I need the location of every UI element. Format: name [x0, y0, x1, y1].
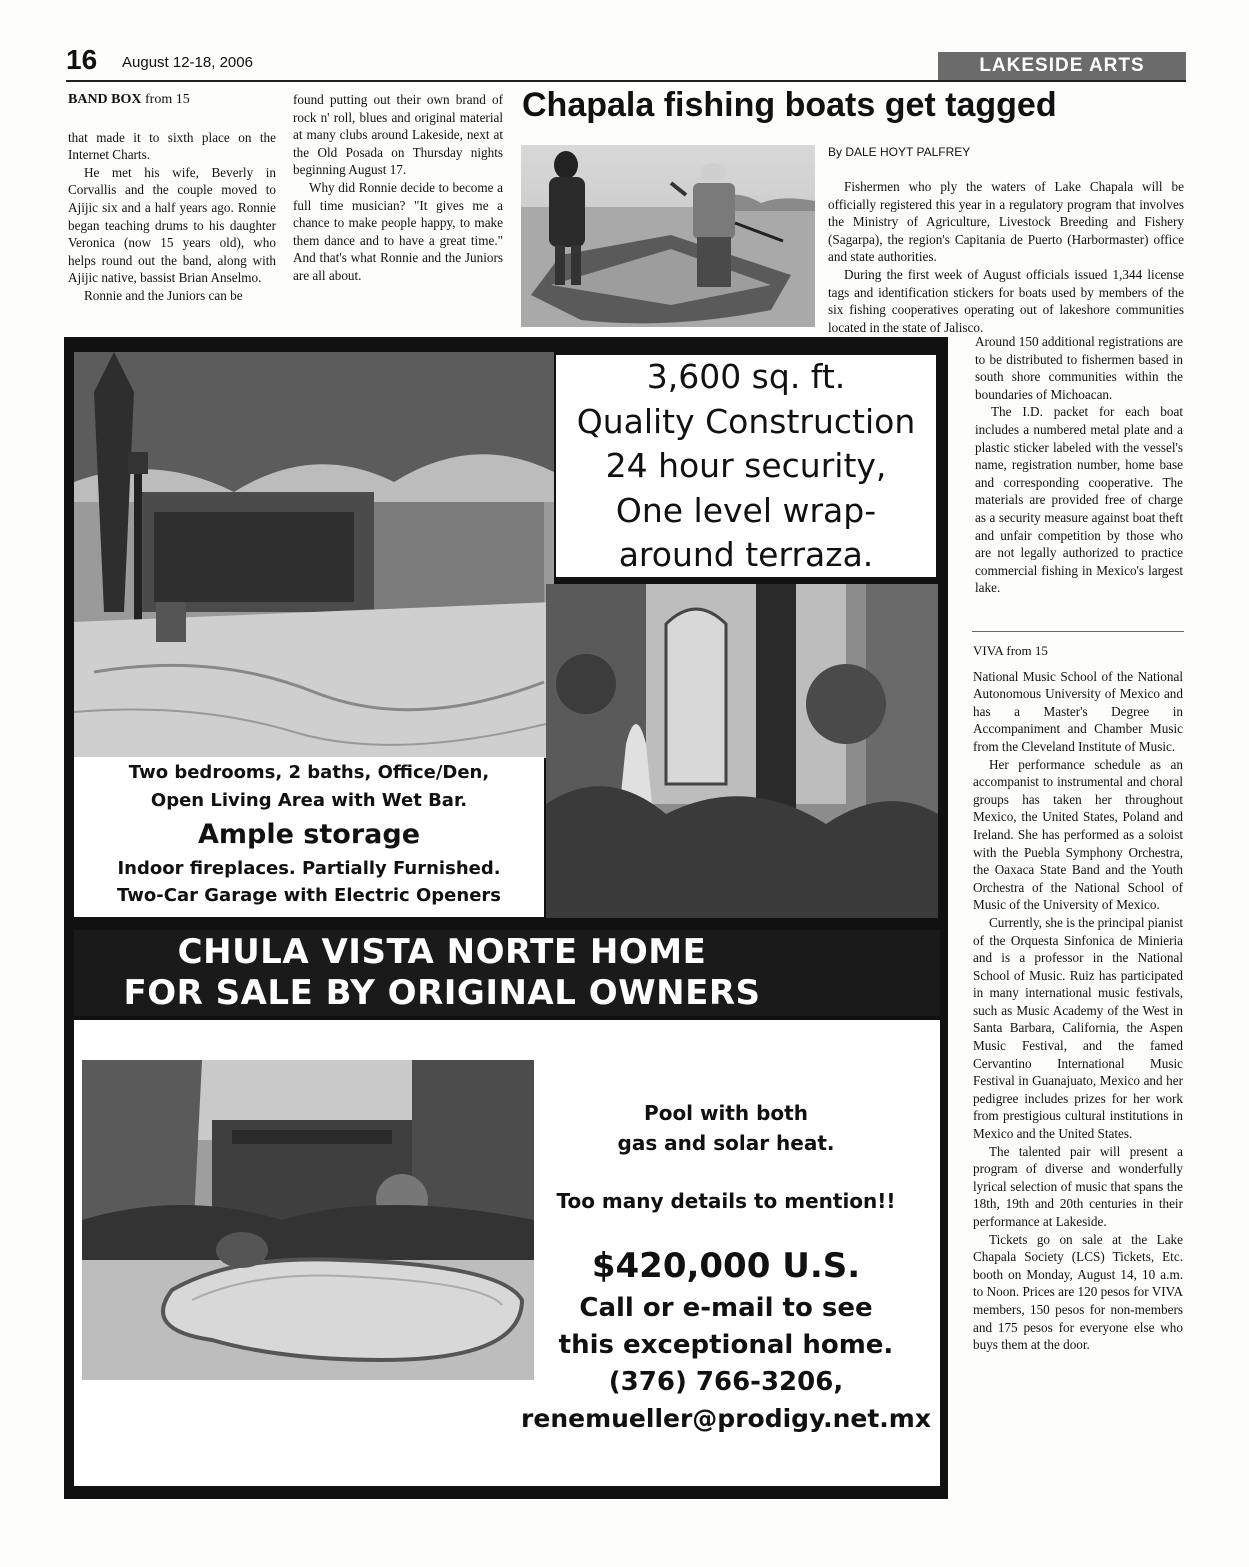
ad-details-line: Two bedrooms, 2 baths, Office/Den,	[128, 762, 490, 783]
article-paragraph: The I.D. packet for each boat includes a numbered metal plate and a plastic sticker labeled with the vessel's name, registration number, home base and corresponding cooperative. The materials are provided free of charge as a security measure against boat theft and unfair competition by those who are not legally authorized to practice commercial fishing in Mexico's largest lake.	[975, 404, 1183, 596]
band-box-paragraph: He met his wife, Beverly in Corvallis and the couple moved to Ajijic six and a half years ago. Ronnie began teaching drums to his daughter Veronica (now 15 years old), who helps round out the band, along with Ajijic native, bassist Brian Anselmo.	[68, 164, 276, 286]
courtyard-photo	[74, 352, 554, 758]
band-box-column-2	[293, 91, 503, 285]
ad-banner-line: CHULA VISTA NORTE HOME	[177, 932, 707, 972]
ad-email: renemueller@prodigy.net.mx	[521, 1404, 931, 1433]
band-box-paragraph: Ronnie and the Juniors can be	[84, 287, 243, 303]
ad-price: $420,000 U.S.	[591, 1246, 861, 1286]
viva-jump-title: VIVA	[973, 643, 1004, 658]
ad-pool-line: gas and solar heat.	[617, 1131, 835, 1155]
ad-contact	[536, 1290, 916, 1401]
article-paragraph: Fishermen who ply the waters of Lake Chapala will be officially registered this year in a regulatory program that involves the Ministry of Agriculture, Livestock Breeding and Fishery (Sagarpa), the region's Capitania de Puerto (Harbormaster) office and state authorities.	[828, 179, 1184, 265]
band-box-jump-from: from 15	[145, 92, 190, 107]
viva-paragraph: Tickets go on sale at the Lake Chapala Society (LCS) Tickets, Etc. booth on Monday, August 14, 10 a.m. to Noon. Prices are 120 pesos for VIVA members, 150 pesos for non-members and 175 pesos for everyone else who buys them at the door.	[973, 1231, 1183, 1353]
article-paragraph: During the first week of August officials issued 1,344 license tags and identification stickers for boats used by members of the six fishing cooperatives operating out of lakeshore communities located in the state of Jalisco.	[828, 266, 1184, 335]
article-headline: Chapala fishing boats get tagged	[522, 86, 1057, 124]
ad-details-line: Two-Car Garage with Electric Openers	[117, 885, 501, 906]
article-body-continued	[975, 333, 1183, 597]
ad-headline-line: 3,600 sq. ft.	[646, 357, 846, 396]
ad-details-line: Open Living Area with Wet Bar.	[150, 790, 468, 811]
spacer	[536, 1158, 916, 1186]
article-byline: By DALE HOYT PALFREY	[828, 145, 971, 159]
garden-heron-photo	[546, 584, 938, 918]
ad-banner	[74, 930, 940, 1016]
ad-details	[74, 757, 544, 917]
section-tag: LAKESIDE ARTS	[938, 52, 1186, 80]
ad-headline	[556, 355, 936, 577]
ad-headline-line: One level wrap-	[615, 490, 877, 530]
issue-date: August 12-18, 2006	[122, 54, 253, 71]
band-box-paragraph: Why did Ronnie decide to become a full time musician? "It gives me a chance to make people happy, to make them dance and to have a great time." And that's what Ronnie and the Juniors are all about.	[293, 179, 503, 283]
viva-jump-from: from 15	[1006, 643, 1048, 658]
band-box-paragraph: that made it to sixth place on the Internet Charts.	[68, 129, 276, 163]
viva-paragraph: Currently, she is the principal pianist of the Orquesta Sinfonica de Minieria and is a professor in the National School of Music. Ruiz has participated in many international music festivals, such as Music Academy of the West in Santa Barbara, California, the Aspen Music Festival, and the famed Cervantino International Music Festival in Guanajuato, Mexico and her pedigree includes prizes for her work from prestigious cultural institutions in Mexico and the United States.	[973, 914, 1183, 1142]
article-body	[828, 178, 1184, 336]
ad-headline-line: 24 hour security,	[605, 446, 887, 485]
viva-paragraph: Her performance schedule as an accompanist to instrumental and choral groups has taken her throughout Mexico, the United States, Poland and Ireland. She has performed as a soloist with the Puebla Symphony Orchestra, the Oaxaca State Band and the Youth Orchestra of the National School of Music of the University of Mexico.	[973, 756, 1183, 913]
ad-headline-line: around terraza.	[618, 535, 874, 574]
page-number: 16	[66, 44, 98, 75]
ad-contact-line: Call or e-mail to see	[579, 1293, 873, 1323]
ad-pool-text	[521, 1098, 931, 1437]
band-box-jump	[68, 91, 276, 109]
article-paragraph: Around 150 additional registrations are to be distributed to fishermen based in south shore communities within the boundaries of Michoacan.	[975, 334, 1183, 402]
band-box-column-1	[68, 91, 276, 305]
pool-photo	[82, 1060, 534, 1380]
ad-contact-line: this exceptional home.	[558, 1330, 894, 1360]
band-box-jump-title: BAND BOX	[68, 92, 142, 107]
ad-more-details: Too many details to mention!!	[556, 1189, 896, 1213]
fishermen-boat-photo	[521, 145, 815, 327]
ad-details-line: Indoor fireplaces. Partially Furnished.	[117, 858, 501, 879]
viva-column	[973, 642, 1183, 1354]
ad-banner-line: FOR SALE BY ORIGINAL OWNERS	[123, 973, 761, 1013]
viva-jump	[973, 642, 1183, 660]
ad-details-highlight: Ample storage	[197, 819, 421, 850]
band-box-paragraph: found putting out their own brand of rock n' roll, blues and original material at many clubs around Lakeside, next at the Old Posada on Thursday nights beginning August 17.	[293, 92, 503, 178]
ad-headline-line: Quality Construction	[576, 401, 916, 441]
column-divider	[972, 631, 1184, 632]
header-rule	[66, 80, 1186, 82]
viva-paragraph: The talented pair will present a program of diverse and wonderfully lyrical selection of music that spans the 18th, 19th and 20th centuries in their performance at Lakeside.	[973, 1143, 1183, 1229]
viva-paragraph: National Music School of the National Autonomous University of Mexico and has a Master's Degree in Accompaniment and Chamber Music from the Cleveland Institute of Music.	[973, 668, 1183, 754]
ad-phone: (376) 766-3206,	[608, 1367, 844, 1397]
ad-pool-line: Pool with both	[644, 1101, 808, 1125]
